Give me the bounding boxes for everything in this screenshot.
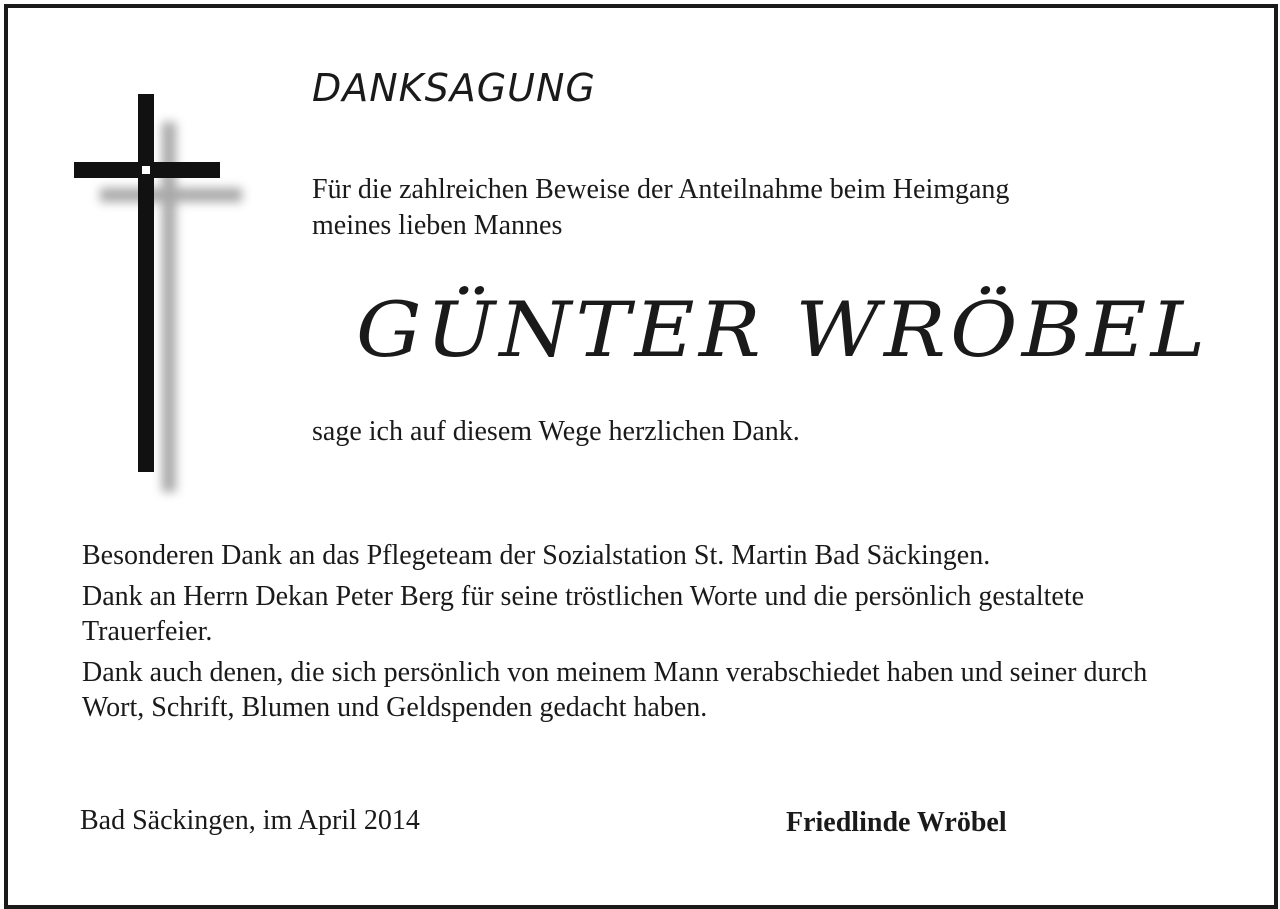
- cross-icon: [72, 92, 252, 502]
- intro-text: [312, 172, 1212, 244]
- deceased-name: GÜNTER WRÖBEL: [356, 285, 1210, 374]
- paragraph-mourners: Dank auch denen, die sich persönlich von meinem Mann verabschiedet haben und seiner durch Wort, Schrift, Blumen und Geldspenden gedacht haben.: [82, 657, 1148, 723]
- paragraph-dean: Dank an Herrn Dekan Peter Berg für seine tröstlichen Worte und die persönlich gestaltete Trauerfeier.: [82, 581, 1085, 647]
- signature: Friedlinde Wröbel: [786, 807, 1007, 838]
- place-date: Bad Säckingen, im April 2014: [80, 805, 420, 836]
- thanks-paragraphs: [82, 538, 1212, 731]
- notice-title: DANKSAGUNG: [312, 66, 596, 110]
- thanks-line: sage ich auf diesem Wege herzlichen Dank.: [312, 416, 800, 447]
- intro-line-2: meines lieben Mannes: [312, 210, 563, 241]
- intro-line-1: Für die zahlreichen Beweise der Anteilnahme beim Heimgang: [312, 174, 1010, 205]
- paragraph-care-team: Besonderen Dank an das Pflegeteam der Sozialstation St. Martin Bad Säckingen.: [82, 540, 991, 571]
